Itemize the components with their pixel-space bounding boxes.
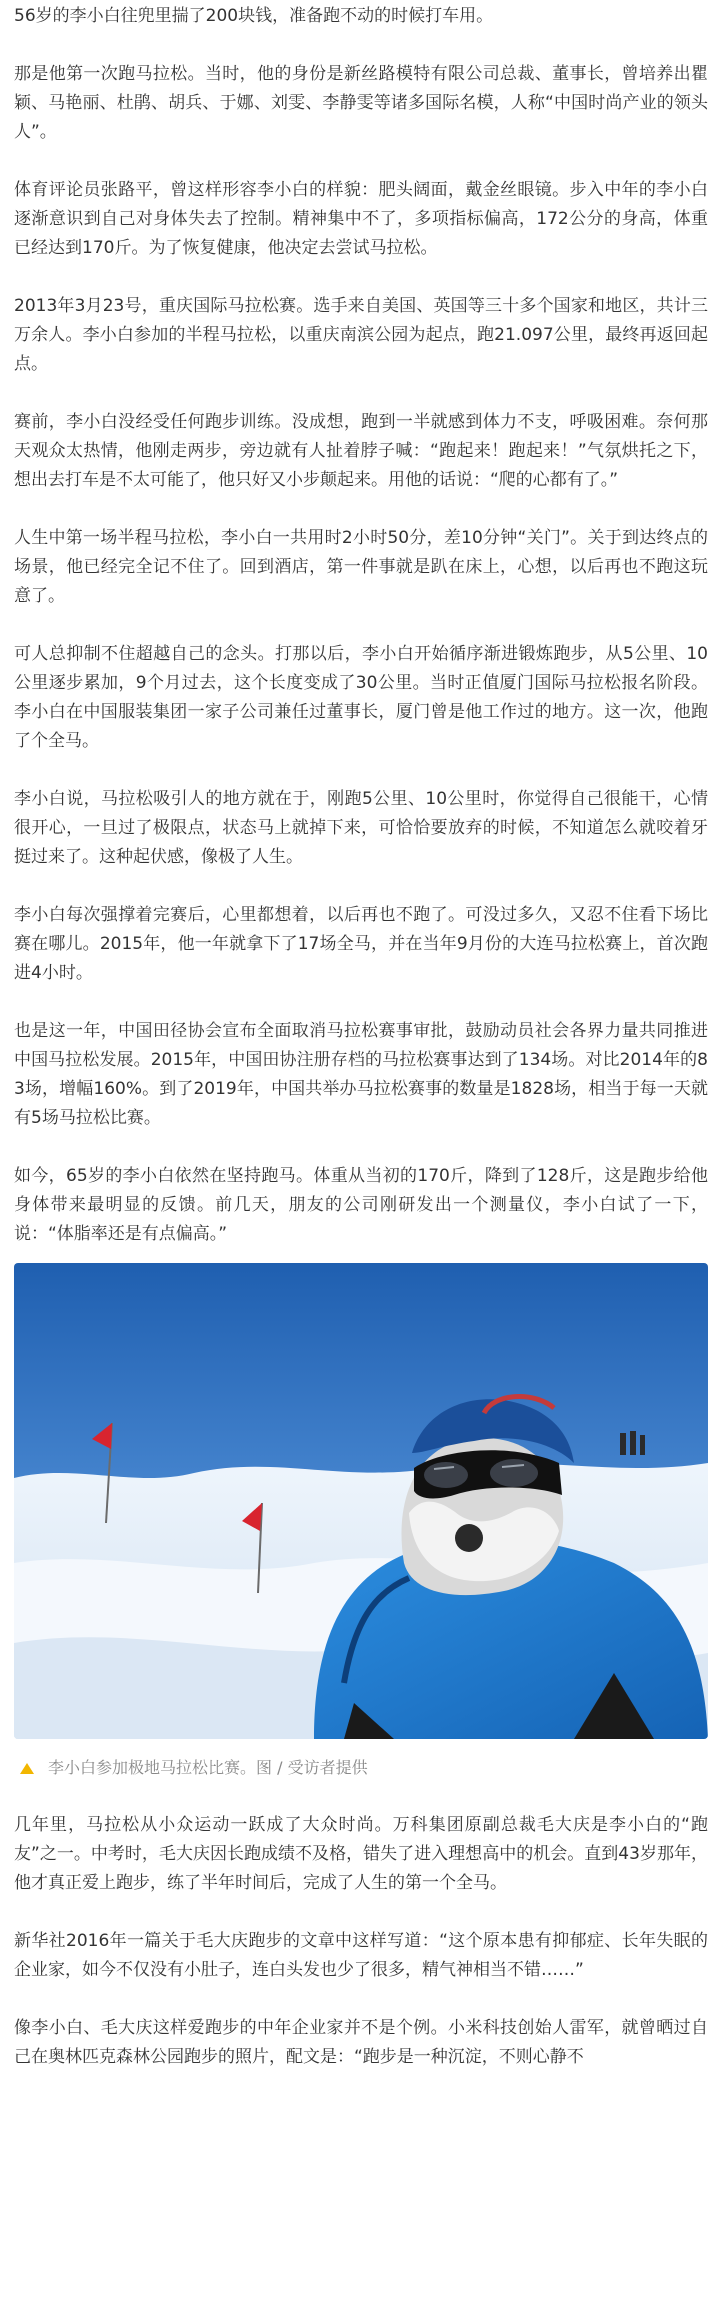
caption-triangle-icon: [20, 1763, 34, 1774]
paragraph: 人生中第一场半程马拉松，李小白一共用时2小时50分，差10分钟“关门”。关于到达终点的场景，他已经完全记不住了。回到酒店，第一件事就是趴在床上，心想，以后再也不跑这玩意了。: [14, 528, 708, 606]
paragraph: 李小白每次强撑着完赛后，心里都想着，以后再也不跑了。可没过多久，又忍不住看下场比赛在哪儿。2015年，他一年就拿下了17场全马，并在当年9月份的大连马拉松赛上，首次跑进4小时。: [14, 905, 708, 983]
photo-caption: [14, 1755, 708, 1781]
paragraph: 体育评论员张路平，曾这样形容李小白的样貌：肥头阔面，戴金丝眼镜。步入中年的李小白逐渐意识到自己对身体失去了控制。精神集中不了，多项指标偏高，172公分的身高，体重已经达到170斤。为了恢复健康，他决定去尝试马拉松。: [14, 180, 708, 258]
paragraph: 也是这一年，中国田径协会宣布全面取消马拉松赛事审批，鼓励动员社会各界力量共同推进中国马拉松发展。2015年，中国田协注册存档的马拉松赛事达到了134场。对比2014年的83场，增幅160%。到了2019年，中国共举办马拉松赛事的数量是1828场，相当于每一天就有5场马拉松比赛。: [14, 1021, 708, 1128]
paragraph: 像李小白、毛大庆这样爱跑步的中年企业家并不是个例。小米科技创始人雷军，就曾晒过自己在奥林匹克森林公园跑步的照片，配文是：“跑步是一种沉淀，不则心静不: [14, 2018, 708, 2067]
caption-text: 李小白参加极地马拉松比赛。图 / 受访者提供: [48, 1758, 368, 1777]
paragraph: 56岁的李小白往兜里揣了200块钱，准备跑不动的时候打车用。: [14, 6, 494, 26]
article-photo: [14, 1263, 708, 1739]
paragraph: 几年里，马拉松从小众运动一跃成了大众时尚。万科集团原副总裁毛大庆是李小白的“跑友”之一。中考时，毛大庆因长跑成绩不及格，错失了进入理想高中的机会。直到43岁那年，他才真正爱上跑步，练了半年时间后，完成了人生的第一个全马。: [14, 1815, 708, 1893]
paragraph: 可人总抑制不住超越自己的念头。打那以后，李小白开始循序渐进锻炼跑步，从5公里、10公里逐步累加，9个月过去，这个长度变成了30公里。当时正值厦门国际马拉松报名阶段。李小白在中国服装集团一家子公司兼任过董事长，厦门曾是他工作过的地方。这一次，他跑了个全马。: [14, 644, 708, 751]
paragraph: 那是他第一次跑马拉松。当时，他的身份是新丝路模特有限公司总裁、董事长，曾培养出瞿颖、马艳丽、杜鹃、胡兵、于娜、刘雯、李静雯等诸多国际名模，人称“中国时尚产业的领头人”。: [14, 64, 708, 142]
paragraph: 2013年3月23号，重庆国际马拉松赛。选手来自美国、英国等三十多个国家和地区，共计三万余人。李小白参加的半程马拉松，以重庆南滨公园为起点，跑21.097公里，最终再返回起点。: [14, 296, 708, 374]
paragraph: 李小白说，马拉松吸引人的地方就在于，刚跑5公里、10公里时，你觉得自己很能干，心情很开心，一旦过了极限点，状态马上就掉下来，可恰恰要放弃的时候，不知道怎么就咬着牙挺过来了。这种起伏感，像极了人生。: [14, 789, 708, 867]
paragraph: 新华社2016年一篇关于毛大庆跑步的文章中这样写道：“这个原本患有抑郁症、长年失眠的企业家，如今不仅没有小肚子，连白头发也少了很多，精气神相当不错……”: [14, 1931, 708, 1980]
paragraph: 赛前，李小白没经受任何跑步训练。没成想，跑到一半就感到体力不支，呼吸困难。奈何那天观众太热情，他刚走两步，旁边就有人扯着脖子喊：“跑起来！跑起来！”气氛烘托之下，想出去打车是不太可能了，他只好又小步颠起来。用他的话说：“爬的心都有了。”: [14, 412, 708, 490]
paragraph: 如今，65岁的李小白依然在坚持跑马。体重从当初的170斤，降到了128斤，这是跑步给他身体带来最明显的反馈。前几天，朋友的公司刚研发出一个测量仪，李小白试了一下，说：“体脂率还是有点偏高。”: [14, 1166, 708, 1244]
